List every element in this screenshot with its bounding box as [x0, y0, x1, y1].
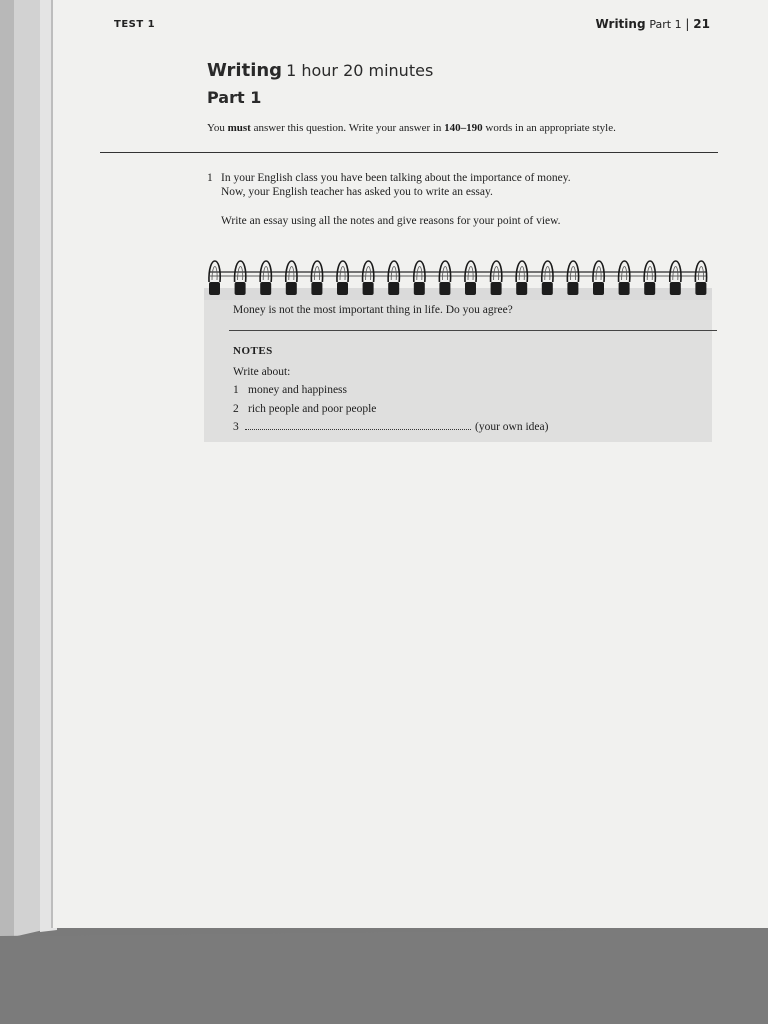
question-task: Write an essay using all the notes and give reasons for your point of view. [221, 215, 561, 227]
essay-statement: Money is not the most important thing in life. Do you agree? [233, 304, 513, 316]
spiral-binding-icon [204, 252, 712, 300]
answer-dotted-line [245, 429, 471, 430]
section-divider [100, 152, 718, 153]
title-duration: 1 hour 20 minutes [286, 61, 434, 80]
instruction-text [207, 122, 616, 134]
instruction-must: must [227, 122, 251, 134]
running-header-separator: | [685, 17, 690, 31]
note-item-text: rich people and poor people [248, 403, 377, 415]
question-number: 1 [207, 172, 213, 184]
running-header-section: Writing [595, 17, 646, 31]
note-item-number: 1 [233, 384, 239, 396]
question-line-1: In your English class you have been talking about the importance of money. [221, 172, 571, 184]
instruction-post: words in an appropriate style. [482, 122, 616, 134]
running-header-part: Part 1 [649, 18, 682, 31]
note-item-number: 3 [233, 421, 239, 433]
page-title [207, 60, 433, 81]
title-word: Writing [207, 60, 283, 81]
note-item-text: money and happiness [248, 384, 348, 396]
page-number: 21 [693, 17, 710, 31]
notebook-divider [229, 330, 717, 331]
instruction-word-range: 140–190 [444, 122, 483, 134]
question-line-2: Now, your English teacher has asked you to write an essay. [221, 186, 493, 198]
running-header-right [596, 17, 711, 31]
instruction-mid: answer this question. Write your answer in [250, 122, 445, 134]
note-item-text: (your own idea) [475, 421, 549, 433]
note-item-number: 2 [233, 403, 239, 415]
notes-heading: NOTES [233, 345, 273, 357]
write-about-label: Write about: [233, 366, 291, 378]
part-heading: Part 1 [207, 88, 262, 107]
running-header-test: TEST 1 [114, 19, 156, 30]
instruction-pre: You [207, 122, 228, 134]
